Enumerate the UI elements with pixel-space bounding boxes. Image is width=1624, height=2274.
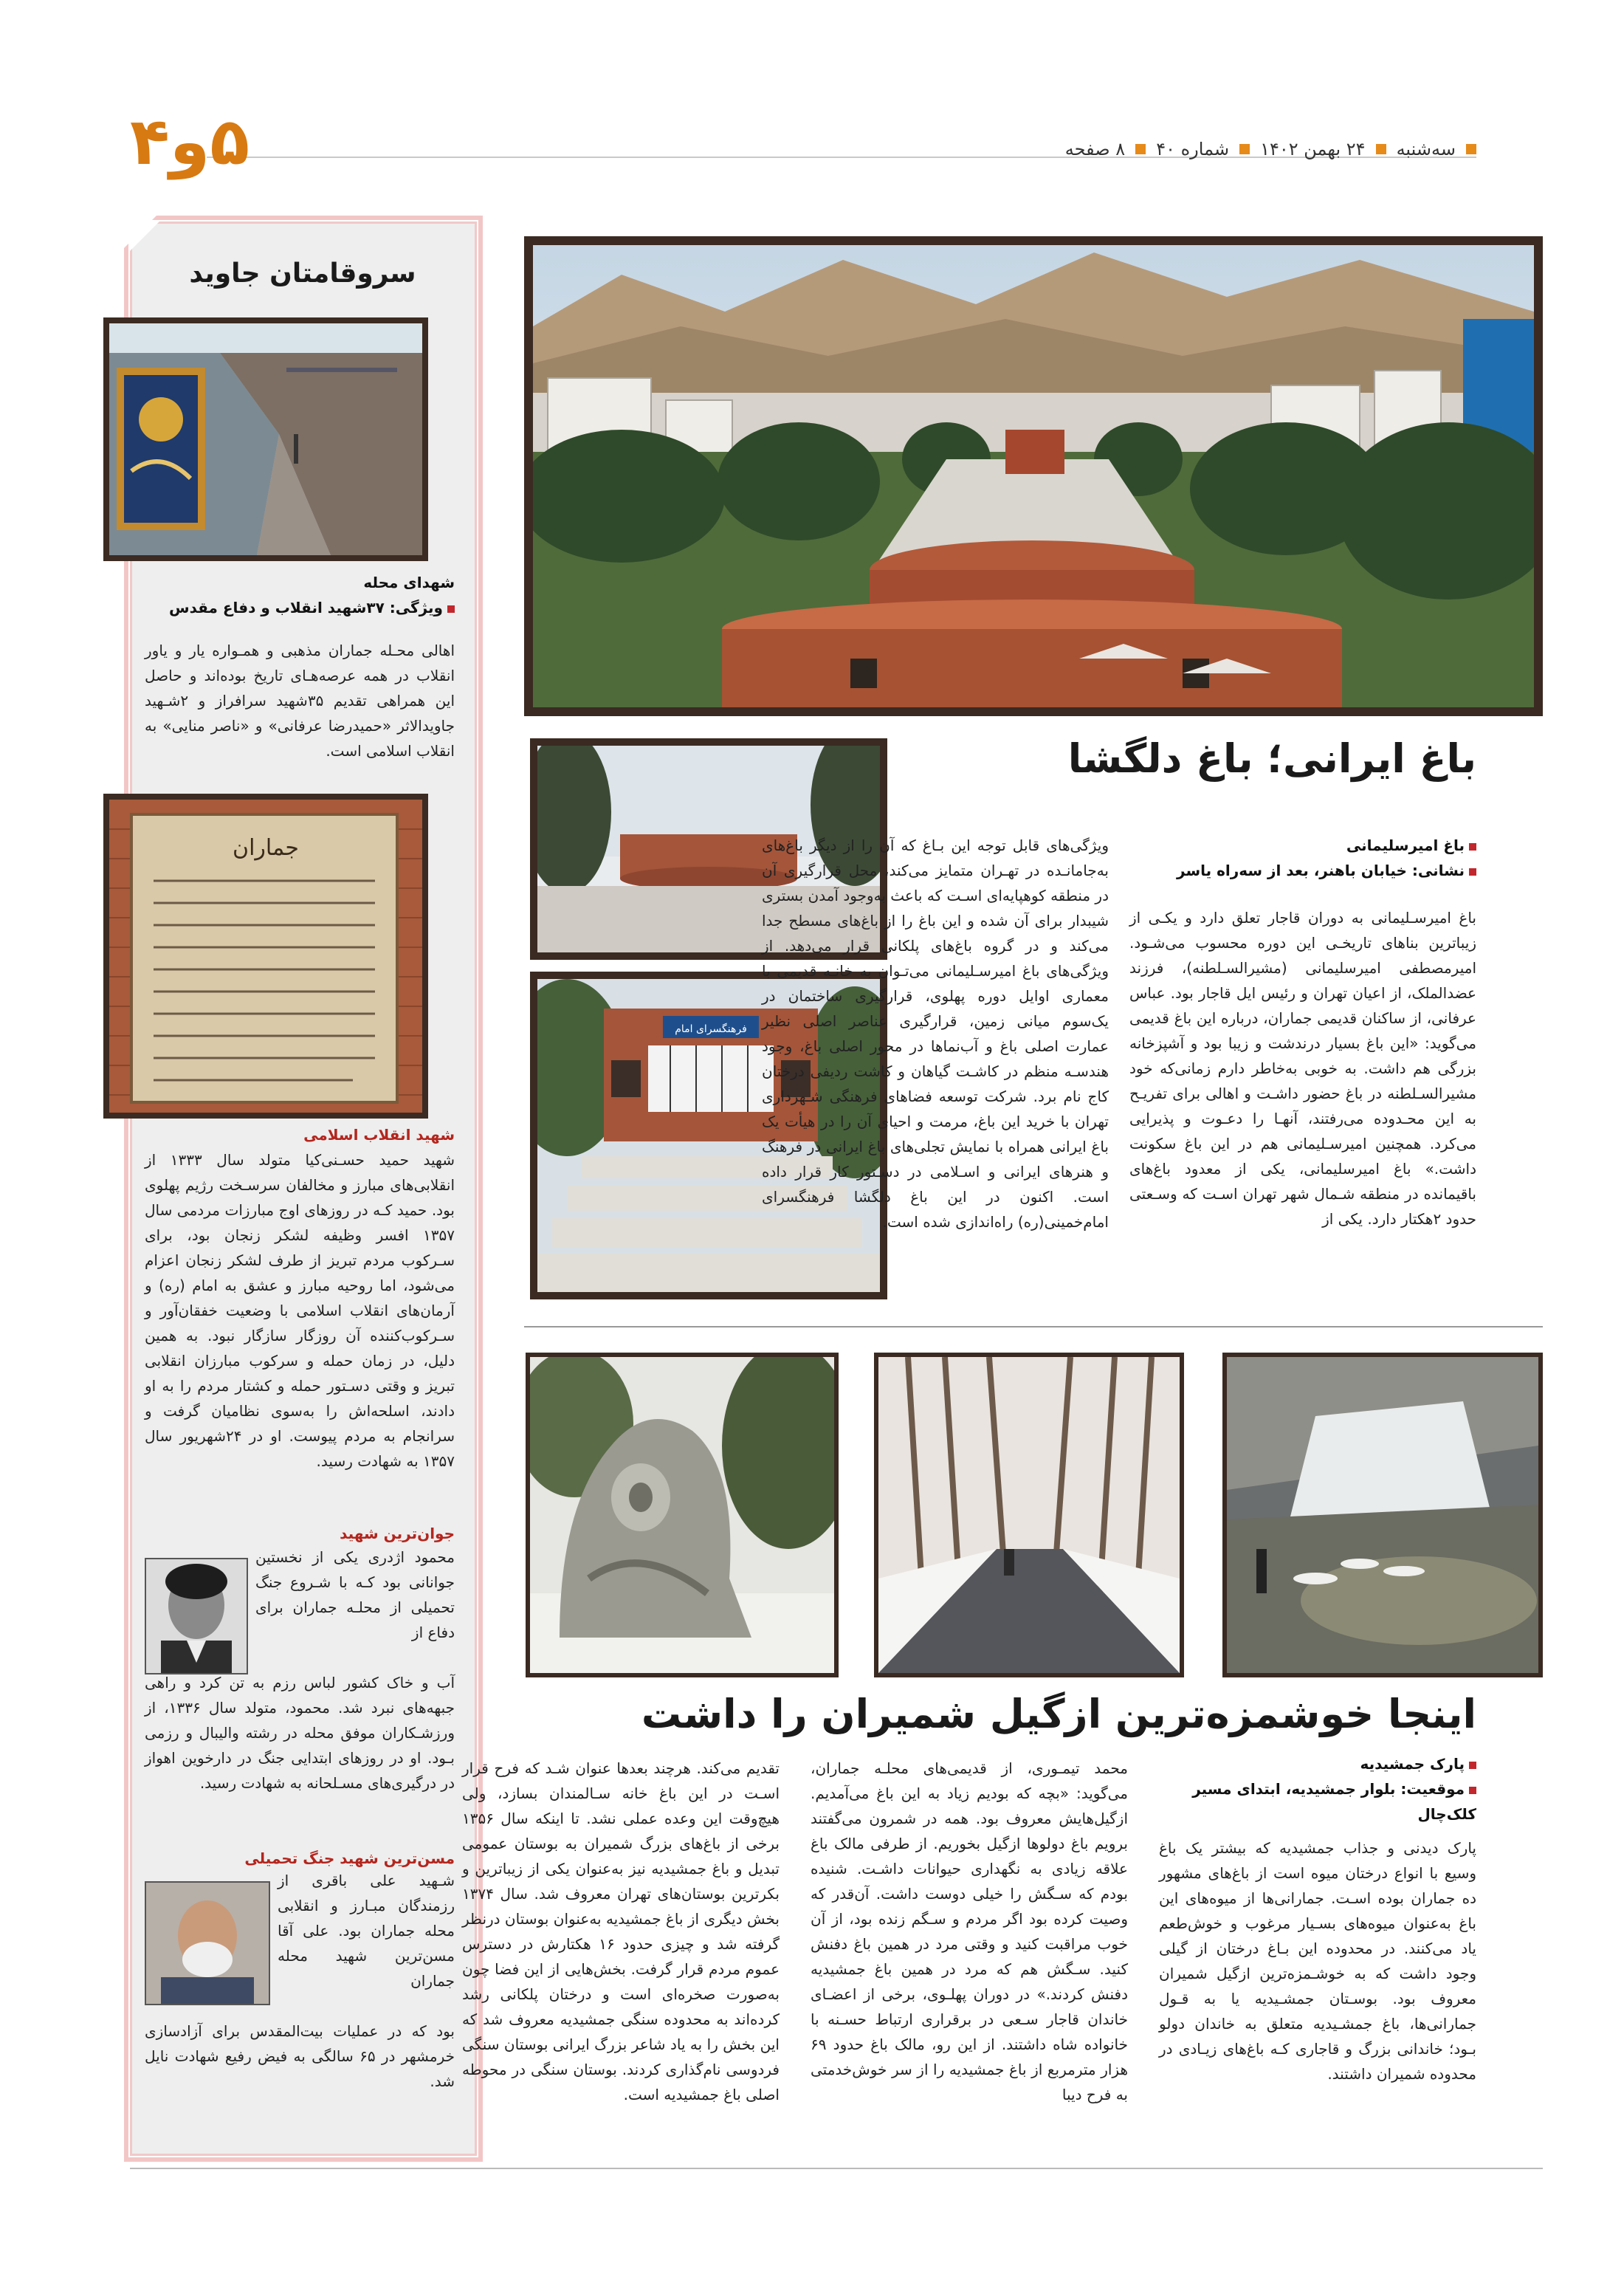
bullet-square-icon xyxy=(1239,144,1250,154)
article1-name-line: باغ امیرسلیمانی xyxy=(1129,833,1476,858)
article2-tags xyxy=(1159,1751,1476,1827)
sidebar-section3 xyxy=(145,1521,455,1546)
article1-address-line: نشانی: خیابان باهنر، بعد از سه‌راه یاسر xyxy=(1129,858,1476,883)
section3-text-b: آب و خاک کشور لباس رزم به تن کرد و راهی جبهه‌های نبرد شد. محمود، متولد سال ۱۳۳۶، از ورزشـکاران موفق محله در رشته والیبال و رزمی بـود. او در روزهای ابتدایی جنگ در دارخوین اهواز در درگیری‌های مسـلحانه به شهادت رسید. xyxy=(145,1674,455,1792)
sidebar-section2 xyxy=(145,1122,455,1474)
bullet-square-icon xyxy=(1135,144,1146,154)
article-separator xyxy=(524,1326,1543,1327)
main-panorama-svg xyxy=(533,245,1534,707)
bullet-square-icon xyxy=(1466,144,1476,154)
plaque-photo xyxy=(103,794,428,1119)
waterfall-svg xyxy=(1227,1357,1538,1673)
snowy-path-photo xyxy=(874,1353,1184,1677)
bullet-square-icon xyxy=(1376,144,1386,154)
section3-text-a: محمود اژدری یکی از نخستین جوانانی بود کـه با شـروع جنگ تحمیلی از محلـه جماران برای دفاع از xyxy=(255,1548,455,1641)
header-pages: ۸ صفحه xyxy=(1064,139,1126,159)
page-numbers: ۵و۴ xyxy=(130,103,250,179)
stone-sculpture-svg xyxy=(530,1357,834,1673)
plaque-photo-svg xyxy=(109,800,422,1113)
section2-heading: شهید انقلاب اسلامی xyxy=(303,1126,455,1144)
young-martyr-svg xyxy=(146,1559,247,1673)
article2-location-line: موقعیت: بلوار جمشیدیه، ابتدای مسیر کلک‌چال xyxy=(1192,1780,1476,1823)
alley-photo xyxy=(103,317,428,561)
young-martyr-portrait xyxy=(145,1558,248,1674)
section1-feature xyxy=(145,595,455,620)
oldest-martyr-svg xyxy=(146,1883,269,2004)
snowy-path-svg xyxy=(878,1357,1180,1673)
section3-heading: جوان‌ترین شهید xyxy=(340,1525,455,1542)
plaque-title: جماران xyxy=(233,835,299,861)
section4-text-b: بود که در عملیات بیت‌المقدس برای آزادسازی خرمشهر در ۶۵ سالگی به فیض رفیع شهادت نایل شد. xyxy=(145,2022,455,2090)
article1-col-left: ویژگی‌های قابل توجه این بـاغ که آن را از دیگر باغ‌های به‌جامانـده در تهـران متمایز می‌کند، محل قرارگیری آن در منطقه کوهپایه‌ای اسـت که باعث به‌وجود آمدن بستری شیبدار برای آن شده و این باغ را از باغ‌های مسطح جدا می‌کند و در گروه باغ‌های پلکانی قرار می‌دهد. از ویژگی‌های باغ امیرسـلیمانی می‌تـوان به خانـه قدیمی با معماری اوایل دوره پهلوی، قرارگیری ساختمان در یک‌سوم میانی زمین، قرارگیری عناصر اصلی نظیر عمارت اصلی باغ و آب‌نماها در محور اصلی باغ، وجود هندسـه منظم در کاشـت گیاهان و کاشت ردیفی درختان کاج نام برد. شرکت توسعه فضاهای فرهنگی شـهرداری تهران با خرید این باغ، مرمت و احیای آن را در هیأت یک باغ ایرانی همراه با نمایش تجلی‌های باغ ایرانی در فرهنگ و هنرهای ایرانی و اسـلامی در دسـتور کار قرار داده است. اکنون در این باغ دلگشا فرهنگسرای امام‌خمینی(ره) راه‌اندازی شده است. xyxy=(762,837,1109,1231)
footer-rule xyxy=(130,2168,1543,2169)
article2-col-right: پارک دیدنی و جذاب جمشیدیه که بیشتر یک باغ وسیع با انواع درختان میوه است از باغ‌های مشهور ده جماران بوده اسـت. جمارانی‌ها از میوه‌های این باغ به‌عنوان میوه‌های بسـیار مرغوب و خوش‌طعم یاد می‌کنند. در محدوده این بـاغ درختان از گیلی وجود داشت که به خوشـمزه‌ترین ازگیل شمیران معروف بود. بوسـتان جمشـیدیه یا به قـول جمارانی‌ها، باغ جمشـیدیه متعلق به خاندان دولو بـود؛ خاندانی بزرگ و قاجاری کـه باغ‌های زیـادی در محدوده شمیران داشتند. xyxy=(1159,1839,1476,2083)
red-square-icon xyxy=(447,605,455,613)
article2-name-line: پارک جمشیدیه xyxy=(1159,1751,1476,1776)
red-square-icon xyxy=(1469,1787,1476,1794)
alley-photo-svg xyxy=(109,323,422,555)
header-issue: شماره ۴۰ xyxy=(1156,139,1230,159)
section2-text: شهید حمید حسـنی‌کیا متولد سال ۱۳۳۳ از انقلابی‌های مبارز و مخالفان سرسـخت رژیم پهلوی بود. حمید کـه در روزهای اوج مبارزات مردمی سال ۱۳۵۷ افسر وظیفه لشکر زنجان بود، برای سـرکوب مردم تبریز از طرف لشکر زنجان اعزام می‌شود، اما روحیه مبارز و عشق به امام (ره) و آرمان‌های انقلاب اسلامی با وضعیت خفقان‌آور و سـرکوب‌کننده آن روزگار سازگار نبود. به همین دلیل، در زمان حمله و سرکوب مبارزان انقلابی تبریز و وقتی دسـتور حمله و کشتار مردم را به او دادند، اسلحه‌اش را به‌سوی نظامیان گرفت و سرانجام به مردم پیوست. او در ۲۴شهریور سال ۱۳۵۷ به شهادت رسید. xyxy=(145,1151,455,1470)
section4-heading: مسن‌ترین شهید جنگ تحمیلی xyxy=(244,1849,455,1867)
article2-title: اینجا خوشمزه‌ترین ازگیل شمیران را داشت xyxy=(641,1691,1476,1737)
section1-heading: شهدای محله xyxy=(363,574,455,591)
section1-feature-text: ویژگی: ۳۷شهید انقلاب و دفاع مقدس xyxy=(168,599,443,616)
header-info xyxy=(1065,139,1476,159)
waterfall-photo xyxy=(1222,1353,1543,1677)
article2-col-left: تقدیم می‌کند. هرچند بعدها عنوان شـد که فرح قرار اسـت در این باغ خانه سـالمندان بسازد، ولی هیچ‌وقت این وعده عملی نشد. تا اینکه سال ۱۳۵۶ برخی از باغ‌های بزرگ شمیران به بوستان عمومی تبدیل و باغ جمشیدیه نیز به‌عنوان یکی از زیباترین و بکرترین بوستان‌های تهران معروف شد. سال ۱۳۷۴ بخش دیگری از باغ جمشیدیه به‌عنوان بوستان درنظر گرفته شد و چیزی حدود ۱۶ هکتارش در دسترس عموم مردم قرار گرفت. بخش‌هایی از این فضا چون به‌صورت صخره‌ای است و درختان پلکانی رشد کرده‌اند به محدوده سنگی جمشیدیه معروف شد که این بخش را به یاد شاعر بزرگ ایرانی بوستان سنگی فردوسی نام‌گذاری کردند. بوستان سنگی در محوطه اصلی باغ جمشیدیه است. xyxy=(462,1759,780,2103)
article1-tags xyxy=(1129,833,1476,883)
sidebar-title: سروقامتان جاوید xyxy=(189,258,416,289)
section1-text: اهالی محـله جماران مذهبی و همـواره یار و یاور انقلاب در همه عرصه‌هـای تاریخ بوده‌اند و حاصل این همراهی تقدیم ۳۵شهید سرافراز و ۲شـهید جاویدالاثر «حمیدرضا عرفانی» و «ناصر منایی» به انقلاب اسلامی است. xyxy=(145,642,455,760)
header-date: ۲۴ بهمن ۱۴۰۲ xyxy=(1260,139,1366,159)
red-square-icon xyxy=(1469,1762,1476,1769)
red-square-icon xyxy=(1469,843,1476,851)
oldest-martyr-portrait xyxy=(145,1881,270,2005)
culture-house-sign: فرهنگسرای امام xyxy=(675,1023,747,1035)
article1-title: باغ ایرانی؛ باغ دلگشا xyxy=(1067,735,1476,782)
section4-text-a: شـهید علی باقری از رزمندگان مبـارز و انقلابی محله جماران بود. علی آقا مسن‌ترین شهید محله جماران xyxy=(278,1872,455,1990)
sidebar-section4 xyxy=(145,1846,455,1871)
main-panorama-photo xyxy=(524,236,1543,716)
stone-sculpture-photo xyxy=(526,1353,839,1677)
sidebar-section1 xyxy=(145,570,455,763)
header-day: سه‌شنبه xyxy=(1396,139,1456,159)
article2-col-mid: محمد تیمـوری، از قدیمی‌های محلـه جماران، می‌گوید: «بچه که بودیم زیاد به این باغ می‌آمدیم. ازگیل‌هایش معروف بود. همه در شمرون می‌گفتند برویم باغ دولوها ازگیل بخوریم. از طرفی مالک باغ علاقه زیادی به نگهداری حیوانات داشـت. شنیده بودم که سـگش را خیلی دوست داشت. آن‌قدر که وصیت کرده بود اگر مردم و سـگم زنده بود، از آن خوب مراقبت کنید و وقتی مرد در همین باغ دفنش کنید. سـگش هم که مرد در همین باغ جمشیدیه دفنش کردند.» در دوران پهلـوی، برخی از اعضـای خاندان قاجار سـعی در برقراری ارتباط حسـنه با خانواده شاه داشتند. از این رو، مالک باغ حدود ۶۹ هزار مترمربع از باغ جمشیدیه را از سر خوش‌خدمتی به فرح دیبا xyxy=(811,1759,1128,2103)
red-square-icon xyxy=(1469,868,1476,876)
article1-col-right: باغ امیرسـلیمانی به دوران قاجار تعلق دارد و یکـی از زیباترین بناهای تاریخـی این دوره محسوب می‌شـود. امیرمصطفی امیرسلیمانی (مشیرالسـلطنه)، فرزند عضدالملک، از اعیان تهران و رئیس ایل قاجار بود. عباس عرفانی، از ساکنان قدیمی جماران، درباره این باغ قدیمی می‌گوید: «این باغ بسیار درندشت و زیبا بود و آشپزخانه بزرگی هم داشت. به خوبی به‌خاطر دارم زمانی‌که خود مشیرالسـلطنه در باغ حضور داشـت و اهالی برای تفریـح به این محـدوده می‌رفتند، آنهـا را دعـوت و پذیرایی می‌کرد. همچنین امیرسـلیمانی هم در این باغ سکونت داشت.» باغ امیرسلیمانی، یکی از معدود باغ‌های باقیمانده در منطقه شـمال شهر تهران اسـت که وسـعتی حدود ۲هکتار دارد. یکی از xyxy=(1129,909,1476,1228)
